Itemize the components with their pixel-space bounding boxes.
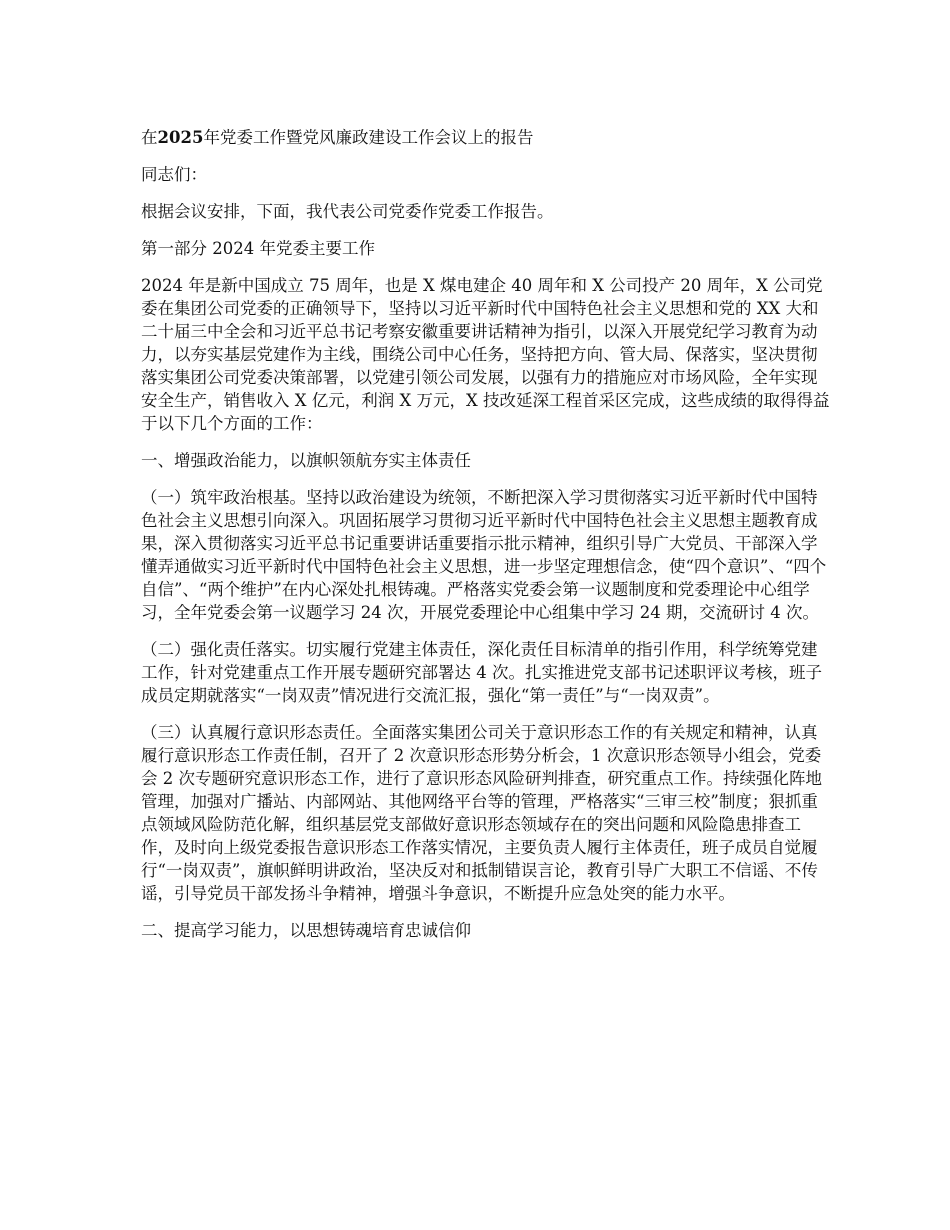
subsection-three-paragraph: （三）认真履行意识形态责任。全面落实集团公司关于意识形态工作的有关规定和精神，认真履行意识形态工作责任制，召开了 2 次意识形态形势分析会，1 次意识形态领导小组会，党委会 2 次专题研究意识形态工作，进行了意识形态风险研判排查，研究重点工作。持续强化阵地管理，加强对广播站、内部网站、其他网络平台等的管理，严格落实“三审三校”制度；狠抓重点领域风险防范化解，组织基层党支部做好意识形态领域存在的突出问题和风险隐患排查工作，及时向上级党委报告意识形态工作落实情况，主要负责人履行主体责任，班子成员自觉履行“一岗双责”，旗帜鲜明讲政治，坚决反对和抵制错误言论，教育引导广大职工不信谣、不传谣，引导党员干部发扬斗争精神，增强斗争意识，不断提升应急处突的能力水平。 <box>141 723 822 903</box>
document-title <box>141 126 831 149</box>
section-one-heading: 一、增强政治能力，以旗帜领航夯实主体责任 <box>141 451 471 470</box>
title-prefix: 在 <box>141 128 158 147</box>
section-two-heading: 二、提高学习能力，以思想铸魂培育忠诚信仰 <box>141 921 471 940</box>
title-year: 2025 <box>157 128 204 147</box>
summary-paragraph: 2024 年是新中国成立 75 周年，也是 X 煤电建企 40 周年和 X 公司投产 20 周年，X 公司党委在集团公司党委的正确领导下，坚持以习近平新时代中国特色社会主义思想和党的 XX 大和二十届三中全会和习近平总书记考察安徽重要讲话精神为指引，以深入开展党纪学习教育为动力，以夯实基层党建作为主线，围绕公司中心任务，坚持把方向、管大局、保落实，坚决贯彻落实集团公司党委决策部署，以党建引领公司发展，以强有力的措施应对市场风险，全年实现安全生产，销售收入 X 亿元，利润 X 万元，X 技改延深工程首采区完成，这些成绩的取得得益于以下几个方面的工作： <box>141 276 830 433</box>
opening-paragraph: 根据会议安排，下面，我代表公司党委作党委工作报告。 <box>141 202 554 221</box>
part-one-heading: 第一部分 2024 年党委主要工作 <box>141 239 375 258</box>
title-suffix: 年党委工作暨党风廉政建设工作会议上的报告 <box>203 128 534 147</box>
subsection-two-paragraph: （二）强化责任落实。切实履行党建主体责任，深化责任目标清单的指引作用，科学统筹党建工作，针对党建重点工作开展专题研究部署达 4 次。扎实推进党支部书记述职评议考核，班子成员定期就落实“一岗双责”情况进行交流汇报，强化“第一责任”与“一岗双责”。 <box>141 640 822 705</box>
document-body <box>141 126 831 956</box>
salutation: 同志们： <box>141 165 207 184</box>
subsection-one-paragraph: （一）筑牢政治根基。坚持以政治建设为统领，不断把深入学习贯彻落实习近平新时代中国特色社会主义思想引向深入。巩固拓展学习贯彻习近平新时代中国特色社会主义思想主题教育成果，深入贯彻落实习近平总书记重要讲话重要指示批示精神，组织引导广大党员、干部深入学懂弄通做实习近平新时代中国特色社会主义思想，进一步坚定理想信念，使“四个意识”、“四个自信”、“两个维护”在内心深处扎根铸魂。严格落实党委会第一议题制度和党委理论中心组学习，全年党委会第一议题学习 24 次，开展党委理论中心组集中学习 24 期，交流研讨 4 次。 <box>141 488 827 622</box>
